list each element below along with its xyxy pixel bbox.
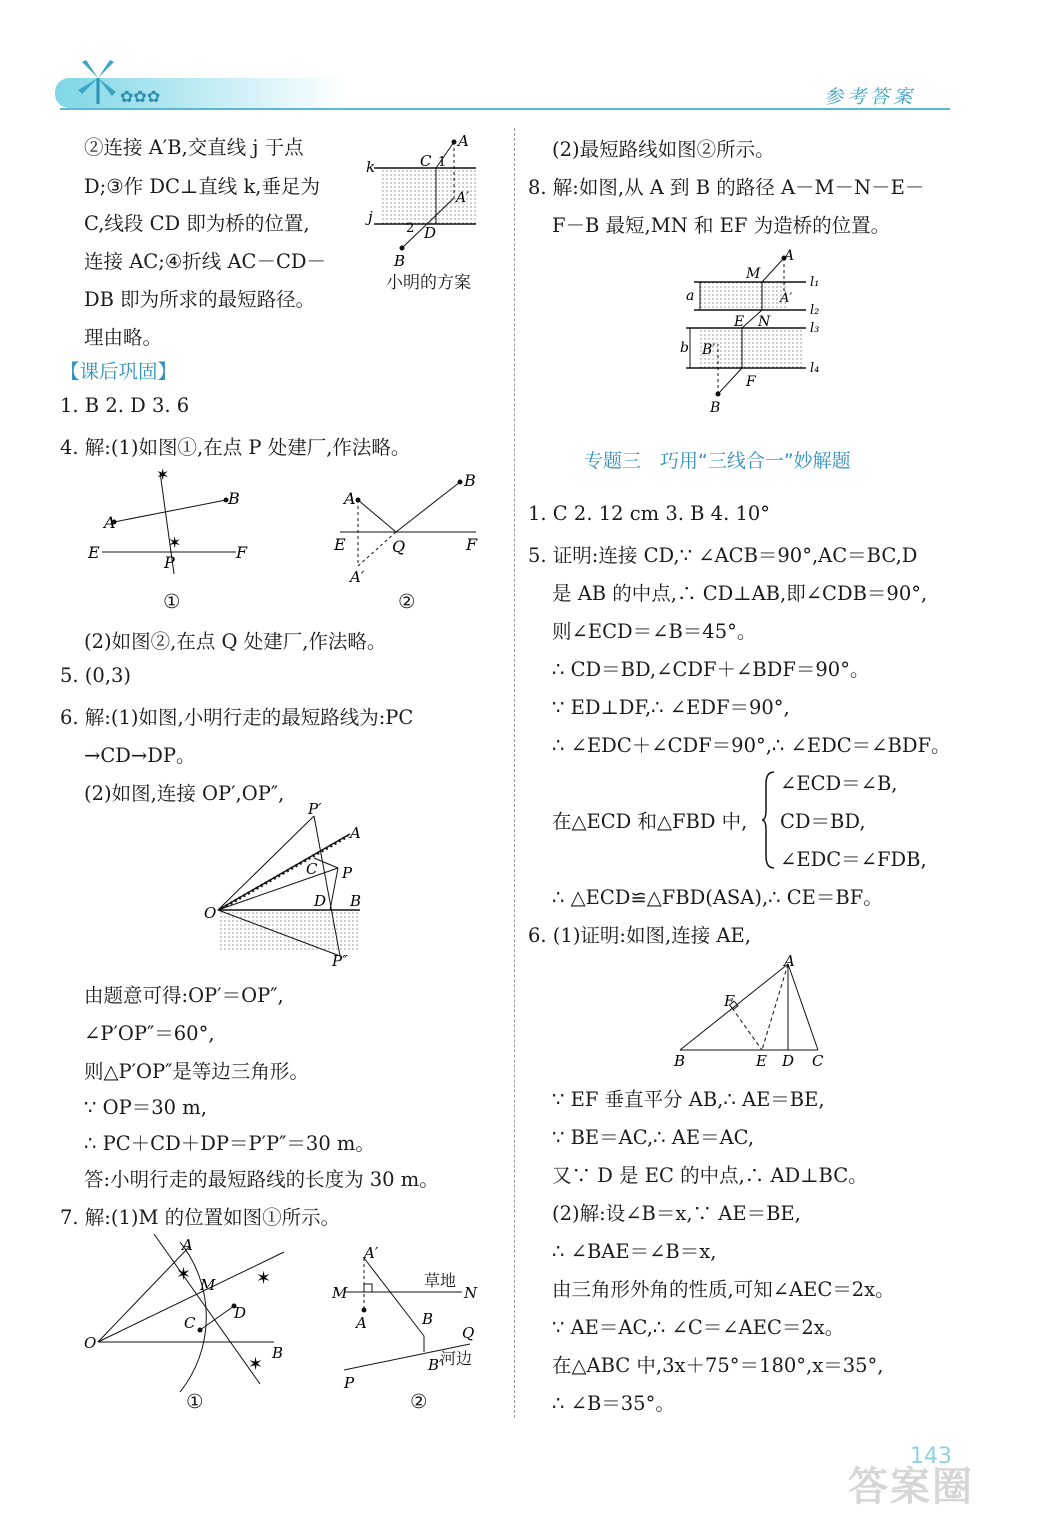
q6-line-8: ∴ PC＋CD＋DP＝P′P″＝30 m。 xyxy=(84,1132,375,1155)
p5-line-4: ∴ CD＝BD,∠CDF＋∠BDF＝90°。 xyxy=(552,658,870,681)
q7-figure-2 xyxy=(330,1244,500,1404)
left-line-3: C,线段 CD 即为桥的位置, xyxy=(84,212,310,235)
p5-system-eq2: CD＝BD, xyxy=(780,810,866,833)
page-number: 143 xyxy=(910,1444,952,1469)
p5-line-1: 5. 证明:连接 CD,∵ ∠ACB＝90°,AC＝BC,D xyxy=(528,544,918,567)
svg-text:A: A xyxy=(344,489,356,508)
svg-text:N: N xyxy=(464,1284,478,1302)
column-separator xyxy=(514,128,515,1418)
svg-text:A: A xyxy=(458,132,469,150)
svg-text:F: F xyxy=(466,535,478,554)
p5-line-6: ∴ ∠EDC＋∠CDF＝90°,∴ ∠EDC＝∠BDF。 xyxy=(552,734,951,757)
p6-line-7: 由三角形外角的性质,可知∠AEC＝2x。 xyxy=(552,1278,895,1301)
svg-text:k: k xyxy=(366,158,376,176)
svg-text:✶: ✶ xyxy=(176,1264,192,1285)
svg-text:a: a xyxy=(686,288,695,304)
q6-line-2: →CD→DP。 xyxy=(84,744,196,767)
p6-line-9: 在△ABC 中,3x＋75°＝180°,x＝35°, xyxy=(552,1354,884,1377)
svg-text:P′: P′ xyxy=(308,800,322,818)
left-line-5: DB 即为所求的最短路径。 xyxy=(84,288,316,311)
svg-text:A′: A′ xyxy=(364,1244,379,1262)
bridge-figure-xiaoming xyxy=(366,130,496,270)
q6-line-3: (2)如图,连接 OP′,OP″, xyxy=(84,782,285,805)
svg-text:M: M xyxy=(746,266,761,282)
svg-text:✶: ✶ xyxy=(168,533,182,552)
p5-line-5: ∵ ED⊥DF,∴ ∠EDF＝90°, xyxy=(552,696,790,719)
svg-text:✶: ✶ xyxy=(248,1354,264,1375)
svg-text:B: B xyxy=(350,892,362,910)
q8-two-bridges-figure xyxy=(680,246,840,416)
svg-text:C: C xyxy=(306,860,318,878)
p6-line-10: ∴ ∠B＝35°。 xyxy=(552,1392,675,1415)
header-tab: 参考答案 xyxy=(795,86,945,110)
p6-line-8: ∵ AE＝AC,∴ ∠C＝∠AEC＝2x。 xyxy=(552,1316,845,1339)
svg-text:A: A xyxy=(182,1236,193,1254)
svg-text:P: P xyxy=(342,864,353,882)
left-line-4: 连接 AC;④折线 AC－CD－ xyxy=(84,250,327,273)
svg-text:D: D xyxy=(234,1304,247,1322)
svg-text:C: C xyxy=(812,1052,824,1070)
svg-text:E: E xyxy=(88,543,100,562)
left-line-6: 理由略。 xyxy=(84,326,163,349)
left-line-2: D;③作 DC⊥直线 k,垂足为 xyxy=(84,175,320,198)
q6-line-1: 6. 解:(1)如图,小明行走的最短路线为:PC xyxy=(60,706,414,729)
svg-text:E: E xyxy=(734,314,745,330)
p5-system-lead: 在△ECD 和△FBD 中, xyxy=(552,810,748,833)
p5-line-3: 则∠ECD＝∠B＝45°。 xyxy=(552,620,757,643)
svg-text:O: O xyxy=(204,904,217,922)
svg-text:M: M xyxy=(332,1284,348,1302)
q7-fig1-label: ① xyxy=(186,1390,204,1413)
answers-1-4: 1. C 2. 12 cm 3. B 4. 10° xyxy=(528,502,771,525)
svg-text:D: D xyxy=(782,1052,795,1070)
p6-line-3: ∵ BE＝AC,∴ AE＝AC, xyxy=(552,1126,755,1149)
svg-text:E: E xyxy=(334,535,346,554)
svg-text:2: 2 xyxy=(406,221,415,236)
svg-text:j: j xyxy=(368,208,373,226)
svg-text:B′: B′ xyxy=(702,342,716,358)
p6-line-5: (2)解:设∠B＝x,∵ AE＝BE, xyxy=(552,1202,801,1225)
q6-line-4: 由题意可得:OP′＝OP″, xyxy=(84,984,284,1007)
p6-line-6: ∴ ∠BAE＝∠B＝x, xyxy=(552,1240,717,1263)
svg-text:B: B xyxy=(464,471,476,490)
q6-line-9: 答:小明行走的最短路线的长度为 30 m。 xyxy=(84,1168,439,1191)
watermark: 答案圈 xyxy=(848,1464,974,1510)
q4-fig2-label: ② xyxy=(398,590,416,613)
svg-text:A: A xyxy=(356,1314,367,1332)
svg-text:F: F xyxy=(236,543,248,562)
windmill-logo xyxy=(60,58,160,108)
svg-text:A: A xyxy=(784,248,795,264)
svg-text:✶: ✶ xyxy=(156,465,170,484)
left-line-1: ②连接 A′B,交直线 j 于点 xyxy=(84,136,304,159)
q6-figure xyxy=(200,800,370,970)
p6-line-4: 又∵ D 是 EC 的中点,∴ AD⊥BC。 xyxy=(552,1164,868,1187)
svg-text:A: A xyxy=(104,513,116,532)
answers-1-3: 1. B 2. D 3. 6 xyxy=(60,394,190,417)
q6-line-7: ∵ OP＝30 m, xyxy=(84,1096,207,1119)
svg-text:l₃: l₃ xyxy=(810,321,820,336)
svg-text:A′: A′ xyxy=(350,568,365,586)
svg-text:l₄: l₄ xyxy=(810,361,820,376)
q6-line-6: 则△P′OP″是等边三角形。 xyxy=(84,1060,309,1083)
q7-fig2-label: ② xyxy=(410,1390,428,1413)
q4-part1: 4. 解:(1)如图①,在点 P 处建厂,作法略。 xyxy=(60,436,411,459)
svg-text:F: F xyxy=(746,374,756,390)
svg-text:Q: Q xyxy=(462,1324,475,1342)
svg-text:B: B xyxy=(394,252,406,270)
figure-caption-xiaoming: 小明的方案 xyxy=(386,273,471,293)
q7-river-label: 河边 xyxy=(440,1349,473,1368)
svg-text:B: B xyxy=(674,1052,686,1070)
q4-fig1-label: ① xyxy=(163,590,181,613)
svg-text:B: B xyxy=(422,1310,434,1328)
svg-text:l₁: l₁ xyxy=(810,275,820,290)
svg-text:O: O xyxy=(84,1334,97,1352)
svg-text:P″: P″ xyxy=(332,952,348,970)
q6-line-5: ∠P′OP″＝60°, xyxy=(84,1022,215,1045)
q4-figure-2 xyxy=(330,462,500,592)
svg-text:✶: ✶ xyxy=(256,1268,272,1289)
p5-line-2: 是 AB 的中点,∴ CD⊥AB,即∠CDB＝90°, xyxy=(552,582,928,605)
svg-text:A: A xyxy=(784,952,795,970)
svg-text:1: 1 xyxy=(438,155,447,170)
svg-text:✿✿✿: ✿✿✿ xyxy=(120,87,161,106)
svg-text:A′: A′ xyxy=(780,291,793,306)
q7-line-1: 7. 解:(1)M 的位置如图①所示。 xyxy=(60,1206,341,1229)
svg-text:B: B xyxy=(710,400,721,416)
system-brace xyxy=(762,770,776,870)
p6-triangle-figure xyxy=(672,954,842,1074)
svg-text:l₂: l₂ xyxy=(810,303,820,318)
svg-text:C: C xyxy=(420,152,432,170)
svg-text:b: b xyxy=(680,340,689,356)
svg-text:B: B xyxy=(272,1344,284,1362)
p6-line-2: ∵ EF 垂直平分 AB,∴ AE＝BE, xyxy=(552,1088,825,1111)
svg-text:D: D xyxy=(314,892,327,910)
svg-text:E: E xyxy=(756,1052,767,1070)
q8-line-2: F－B 最短,MN 和 EF 为造桥的位置。 xyxy=(552,214,891,237)
svg-text:F: F xyxy=(724,992,735,1010)
topic-heading: 专题三 巧用“三线合一”妙解题 xyxy=(584,450,851,472)
q7-grass-label: 草地 xyxy=(424,1271,457,1290)
right-line-1: (2)最短路线如图②所示。 xyxy=(552,138,775,161)
q5-answer: 5. (0,3) xyxy=(60,664,132,687)
svg-text:P: P xyxy=(164,553,175,572)
svg-text:C: C xyxy=(184,1314,196,1332)
svg-text:B′: B′ xyxy=(428,1356,443,1374)
svg-text:B: B xyxy=(228,489,240,508)
svg-text:N: N xyxy=(758,314,771,330)
p5-system-eq1: ∠ECD＝∠B, xyxy=(780,772,898,795)
q8-line-1: 8. 解:如图,从 A 到 B 的路径 A－M－N－E－ xyxy=(528,176,925,199)
svg-text:M: M xyxy=(200,1276,216,1294)
p5-system-eq3: ∠EDC＝∠FDB, xyxy=(780,848,927,871)
q4-figure-1 xyxy=(86,462,266,602)
svg-text:P: P xyxy=(344,1374,355,1392)
svg-text:A: A xyxy=(350,824,361,842)
svg-text:A′: A′ xyxy=(456,190,470,206)
page-header xyxy=(0,0,1043,120)
q4-part2: (2)如图②,在点 Q 处建厂,作法略。 xyxy=(84,630,387,653)
q7-figure-1 xyxy=(84,1232,294,1392)
p6-line-1: 6. (1)证明:如图,连接 AE, xyxy=(528,924,751,947)
svg-text:Q: Q xyxy=(392,537,406,556)
p5-conclusion: ∴ △ECD≌△FBD(ASA),∴ CE＝BF。 xyxy=(552,886,883,909)
section-title-after-class: 【课后巩固】 xyxy=(60,360,178,383)
svg-text:D: D xyxy=(424,224,437,242)
